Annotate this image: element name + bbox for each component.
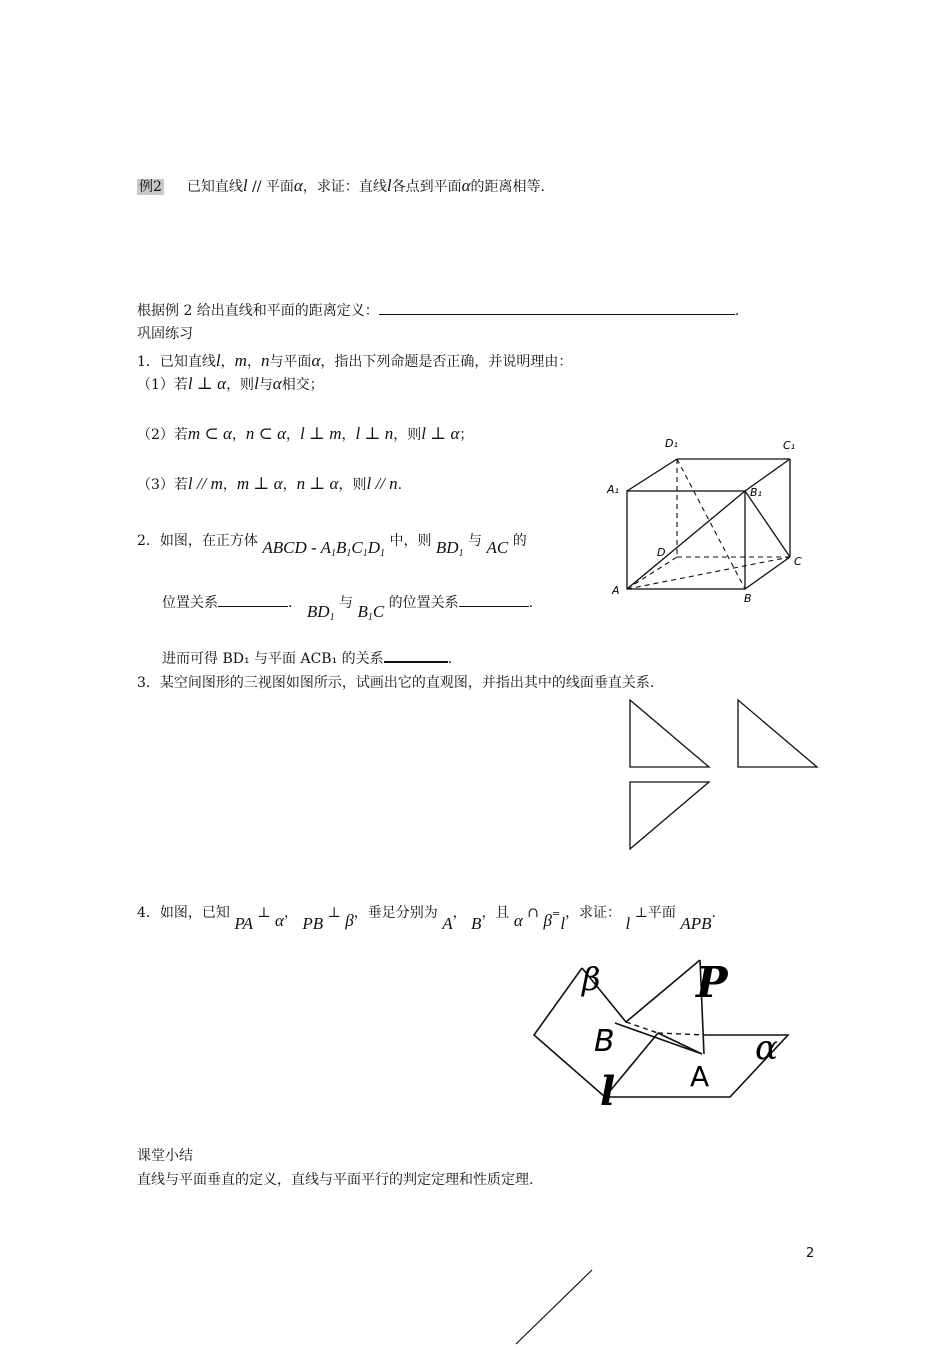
- q1i3-then: ，则: [338, 477, 367, 493]
- ex2-text-2: 平面: [265, 179, 294, 195]
- q2-and: 与: [339, 595, 354, 611]
- q1i1-l: l: [254, 374, 259, 393]
- q1i2-f4: l ⊥ n: [355, 424, 394, 443]
- q1i3-f3: n ⊥ α: [296, 474, 339, 493]
- definition-blank[interactable]: [379, 314, 735, 315]
- summary-text: 直线与平面垂直的定义，直线与平面平行的判定定理和性质定理.: [137, 1172, 534, 1188]
- label-l: l: [600, 1068, 616, 1115]
- q2-text-a: 2．如图，在正方体: [137, 533, 258, 549]
- q2-position-label: 位置关系: [162, 595, 218, 611]
- page-number: 2: [806, 1246, 815, 1261]
- front-view-triangle: [630, 700, 709, 767]
- q4-comma-1: ，: [283, 905, 298, 921]
- planes-figure: [530, 955, 810, 1115]
- question-4: [137, 901, 716, 933]
- q2-ac: AC: [486, 538, 509, 557]
- q2-bd1: $BD_1$: [435, 538, 464, 559]
- q4-cap: ∩: [527, 905, 540, 921]
- question-3: 3．某空间图形的三视图如图所示，试画出它的直观图，并指出其中的线面垂直关系.: [137, 675, 655, 691]
- q4-text-a: 4．如图，已知: [137, 905, 230, 921]
- q1i2-c2: ，: [286, 427, 301, 443]
- q1i2-f5: l ⊥ α: [421, 424, 460, 443]
- ex2-text-1: 已知直线: [186, 179, 243, 195]
- cube-edge-b1c: [745, 491, 790, 557]
- q1i2-f2: n ⊂ α: [245, 424, 287, 443]
- section-heading-practice: 巩固练习: [137, 326, 193, 342]
- q4-perp-3: ⊥: [634, 905, 648, 921]
- q4-text-b: ，垂足分别为: [353, 905, 438, 921]
- q1-text-c: ，指出下列命题是否正确，并说明理由：: [320, 354, 573, 370]
- q2-dot-3: .: [447, 651, 453, 667]
- q4-eq: =: [551, 909, 561, 920]
- cube-label-c: C: [794, 555, 802, 568]
- q4-l2: l: [625, 914, 631, 933]
- cube-label-a: A: [612, 584, 620, 597]
- cube-label-c1: C₁: [783, 439, 796, 452]
- side-view-triangle: [738, 700, 817, 767]
- q4-beta-2: β: [543, 911, 552, 930]
- label-beta: β: [582, 960, 601, 998]
- hidden-b-foot: [626, 1022, 658, 1033]
- q2-blank-2[interactable]: [459, 606, 529, 607]
- question-2-line-3: [162, 651, 452, 669]
- question-2-line-1: [137, 529, 527, 559]
- q4-comma-2: ，: [452, 905, 467, 921]
- q2-text-d: 的: [512, 533, 527, 549]
- q1-alpha: α: [311, 351, 321, 370]
- q2-text-b: 中，则: [389, 533, 432, 549]
- ex2-text-4: 各点到平面: [391, 179, 462, 195]
- cube-label-d: D: [657, 546, 666, 559]
- stray-line: [512, 1268, 602, 1348]
- plane-pba-lower: [615, 1023, 702, 1054]
- ex2-l1: l: [242, 176, 248, 195]
- label-p: P: [696, 958, 728, 1007]
- definition-text: 根据例 2 给出直线和平面的距离定义：: [137, 303, 379, 319]
- q1i3-c2: ，: [282, 477, 297, 493]
- question-2-line-2: [162, 591, 534, 623]
- q4-text-d: ，求证：: [565, 905, 622, 921]
- example-tag: 例2: [139, 179, 162, 195]
- q1i3-f1: l // m: [187, 474, 223, 493]
- q1i1-formula: l ⊥ α: [187, 374, 227, 393]
- ex2-alpha1: α: [293, 176, 303, 195]
- definition-end: .: [734, 303, 740, 319]
- q1-text-b: 与平面: [269, 354, 312, 370]
- q1i1-alpha: α: [272, 374, 282, 393]
- q1-text-a: 1．已知直线: [137, 354, 216, 370]
- q1i1-end: 相交；: [281, 377, 324, 393]
- q1i3-f4: l // n: [366, 474, 398, 493]
- q1i2-f3: l ⊥ m: [300, 424, 342, 443]
- q4-b: B: [471, 914, 482, 933]
- q4-pa: PA: [234, 914, 253, 933]
- q4-text-e: 平面: [647, 905, 676, 921]
- cube-edge-bc: [745, 557, 790, 589]
- q2-blank-1[interactable]: [218, 606, 288, 607]
- q4-dot: .: [711, 905, 716, 921]
- q1i1-prefix: （1）若: [137, 377, 188, 393]
- q4-alpha-1: α: [275, 911, 284, 930]
- q1i2-c1: ，: [231, 427, 246, 443]
- q1-n: n: [260, 351, 270, 370]
- section-heading-summary: 课堂小结: [137, 1148, 193, 1164]
- q1i2-end: ；: [459, 427, 474, 443]
- q1i2-then: ，则: [393, 427, 422, 443]
- label-alpha: α: [755, 1028, 778, 1068]
- q1i2-c3: ，: [341, 427, 356, 443]
- cube-figure: [600, 430, 820, 610]
- q1i3-prefix: （3）若: [137, 477, 188, 493]
- definition-line: [137, 303, 739, 321]
- cube-hidden-ad: [627, 557, 677, 589]
- q2-blank-3[interactable]: [384, 661, 448, 663]
- q4-text-c: ，且: [481, 905, 510, 921]
- cube-edge-a1d1: [627, 459, 677, 491]
- example-2: [137, 175, 545, 197]
- question-1-item-3: [137, 473, 402, 495]
- ex2-text-5: 的距离相等.: [470, 179, 545, 195]
- q1i3-c1: ，: [222, 477, 237, 493]
- q1-comma-2: ，: [246, 354, 261, 370]
- q2-cube-name: ABCD - $A_1B_1C_1D_1$: [262, 538, 386, 559]
- q1-comma-1: ，: [220, 354, 235, 370]
- q4-perp-1: ⊥: [257, 905, 271, 921]
- q2-b1c: $B_1C$: [357, 602, 385, 623]
- q1i3-f2: m ⊥ α: [236, 474, 283, 493]
- ex2-l2: l: [386, 176, 392, 195]
- cube-hidden-d1b: [677, 459, 745, 589]
- q1i1-and: 与: [258, 377, 273, 393]
- q2-position-label-2: 的位置关系: [388, 595, 459, 611]
- q1-m: m: [234, 351, 247, 370]
- q1-l: l: [215, 351, 221, 370]
- cube-label-b1: B₁: [750, 486, 762, 499]
- q4-a: A: [442, 914, 453, 933]
- q4-l: l: [560, 914, 566, 933]
- ex2-alpha2: α: [461, 176, 471, 195]
- three-views-figure: [625, 695, 825, 855]
- q4-apb: APB: [680, 914, 712, 933]
- q2-text-c: 与: [468, 533, 483, 549]
- q4-perp-2: ⊥: [327, 905, 341, 921]
- ex2-text-3: ，求证：直线: [302, 179, 387, 195]
- q1i1-then: ，则: [226, 377, 255, 393]
- q1i2-prefix: （2）若: [137, 427, 188, 443]
- cube-label-a1: A₁: [607, 483, 619, 496]
- question-1-item-1: [137, 373, 324, 395]
- cube-label-b: B: [744, 592, 752, 605]
- q2-dot-1: .: [288, 595, 293, 611]
- cube-label-d1: D₁: [665, 437, 678, 450]
- q1i2-f1: m ⊂ α: [187, 424, 232, 443]
- ex2-parallel: //: [252, 179, 262, 195]
- q4-pb: PB: [302, 914, 324, 933]
- question-1-item-2: [137, 423, 473, 445]
- q2-dot-2: .: [528, 595, 534, 611]
- top-view-triangle: [630, 782, 709, 849]
- q1i3-end: .: [397, 477, 403, 493]
- q2-conclusion: 进而可得 BD₁ 与平面 ACB₁ 的关系: [162, 651, 384, 667]
- q4-beta-1: β: [345, 911, 354, 930]
- q2-bd1-b: $BD_1$: [306, 602, 335, 623]
- label-b: B: [594, 1024, 615, 1059]
- hidden-line-on-alpha: [658, 1033, 705, 1035]
- question-1-stem: [137, 350, 572, 372]
- label-a: A: [690, 1060, 710, 1093]
- q4-alpha-2: α: [513, 911, 523, 930]
- cube-diagonal-ab1: [627, 491, 745, 589]
